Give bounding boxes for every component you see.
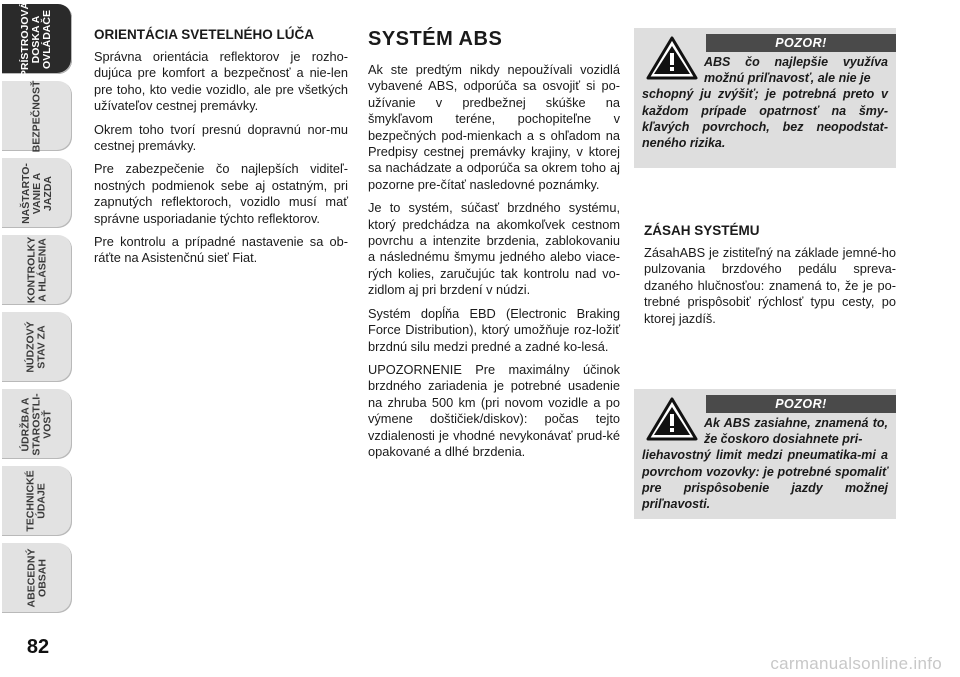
- paragraph: Pre kontrolu a prípadné nastavenie sa ob-ráťte na Asistenčnú sieť Fiat.: [94, 234, 348, 266]
- warning-badge: POZOR!: [706, 395, 896, 413]
- warning-box: [634, 389, 896, 519]
- tab-bezpecnost[interactable]: [2, 81, 72, 151]
- section-tabs: [0, 0, 76, 630]
- tab-label: ÚDRŽBA A STAROSTLI- VOSŤ: [19, 392, 54, 456]
- watermark: carmanualsonline.info: [770, 654, 942, 673]
- warning-badge: POZOR!: [706, 34, 896, 52]
- warning-box: [634, 28, 896, 168]
- tab-label: ABECEDNÝ OBSAH: [25, 548, 48, 608]
- section-heading: ZÁSAH SYSTÉMU: [644, 223, 760, 238]
- tab-udrzba[interactable]: [2, 389, 72, 459]
- column-system-intervention: [644, 222, 896, 327]
- tab-label: NAŠTARTO- VANIE A JAZDA: [19, 162, 54, 224]
- warning-text-rest: liehavostný limit medzi pneumatika-mi a povrchom vozovky: je potrebné spomaliť pre prispôsobenie jazdy možnej priľnavosti.: [642, 448, 888, 512]
- paragraph: ZásahABS je zistiteľný na základe jemné-ho pulzovania brzdového pedálu spreva-dzaného hlučnosťou: znamená to, že je po-trebné prispôsobiť rýchlosť typu cesty, po ktorej jazdíš.: [644, 245, 896, 326]
- page-number: 82: [26, 636, 50, 658]
- tab-label: TECHNICKÉ ÚDAJE: [24, 470, 48, 532]
- tab-label: KONTROLKY A HLÁSENIA: [25, 236, 48, 304]
- warning-triangle-icon: [646, 397, 698, 441]
- section-heading: ORIENTÁCIA SVETELNÉHO LÚČA: [94, 27, 315, 42]
- tab-nastartovanie[interactable]: [2, 158, 72, 228]
- tab-label: NÚDZOVÝ STAV ZA: [25, 321, 48, 373]
- paragraph: Pre zabezpečenie čo najlepších viditeľ-nostných podmienok sebe aj ostatným, pri zapnutých reflektoroch, vozidlo musí mať správne usporiadanie týchto reflektorov.: [94, 161, 348, 226]
- tab-label: PRÍSTROJOVÁ DOSKA A OVLÁDAČE: [19, 1, 54, 77]
- tab-label: BEZPEČNOSŤ: [30, 80, 43, 152]
- paragraph: Ak ste predtým nikdy nepoužívali vozidlá vybavené ABS, odporúča sa osvojiť si po-užívanie v predbežnej skúške na šmykľavom teréne, pochopiteľne v bezpečných pod-mienkach a s ohľadom na Predpisy cestnej premávky krajiny, v ktorej sa nachádzate a odporúča sa okrem toho aj pozorne pre-čítať nasledovné poznámky.: [368, 62, 620, 192]
- warning-triangle-icon: [646, 36, 698, 80]
- paragraph: Systém dopĺňa EBD (Electronic Braking Force Distribution), ktorý umožňuje roz-ložiť brzdnú silu medzi predné a zadné ko-lesá.: [368, 305, 620, 354]
- main-heading: SYSTÉM ABS: [368, 28, 503, 50]
- warning-text-rest: schopný ju zvýšiť; je potrebná preto v každom prípade opatrnosť na šmy-kľavých povrchoch, bez neopodstat-neného rizika.: [642, 87, 888, 151]
- tab-abecedny-obsah[interactable]: [2, 543, 72, 613]
- paragraph: Správna orientácia reflektorov je rozho-dujúca pre komfort a bezpečnosť a nie-len pre toho, kto vedie vozidlo, ale pre všetkých užívateľov cestnej premávky.: [94, 49, 348, 114]
- tab-pristrojova-doska[interactable]: [2, 1, 72, 77]
- warning-text-first: ABS čo najlepšie využíva možnú priľnavosť, ale nie je: [704, 55, 888, 86]
- paragraph: UPOZORNENIE Pre maximálny účinok brzdného zariadenia je potrebné usadenie na zhruba 500 km (pri novom vozidle a po výmene doštičiek/diskov): počas tejto vzdialenosti je vhodné nevykonávať prud-ké opakované a dlhé brzdenia.: [368, 361, 620, 459]
- tab-technicke-udaje[interactable]: [2, 466, 72, 536]
- paragraph: Je to systém, súčasť brzdného systému, ktorý predchádza na akomkoľvek cestnom povrchu a intenzite brzdenia, zablokovaniu a následnému šmymu jedného alebo viace-rých kolies, zaručujúc tak kontrolu nad vo-zidlom aj pri brzdení v núdzi.: [368, 200, 620, 298]
- warning-text-first: Ak ABS zasiahne, znamená to, že čoskoro dosiahnete pri-: [704, 416, 888, 447]
- paragraph: Okrem toho tvorí presnú dopravnú nor-mu cestnej premávky.: [94, 121, 348, 154]
- tab-nudzovy-stav[interactable]: [2, 312, 72, 382]
- tab-kontrolky[interactable]: [2, 235, 72, 305]
- column-abs-system: [368, 26, 620, 467]
- column-headlight-orientation: [94, 26, 348, 274]
